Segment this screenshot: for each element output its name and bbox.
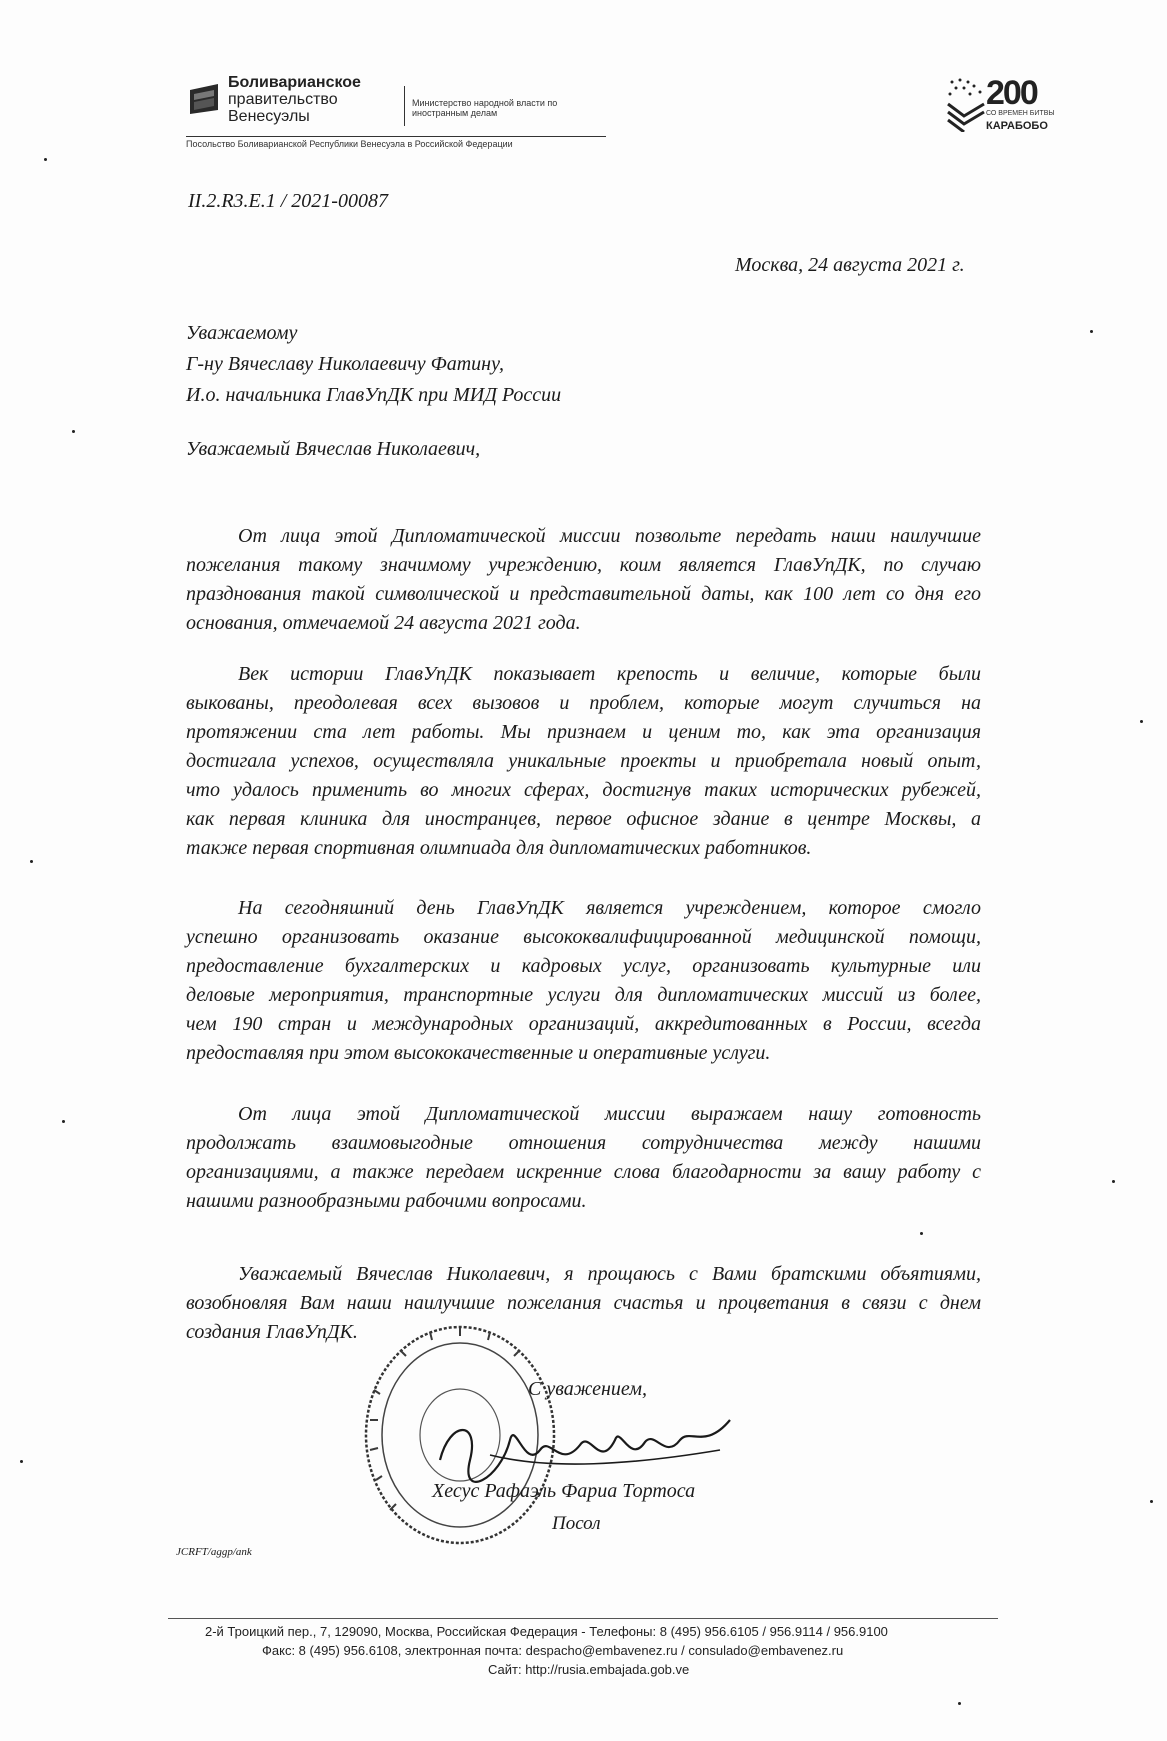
footer-website: Сайт: http://rusia.embajada.gob.ve [488,1662,690,1677]
paragraph-line: Век истории ГлавУпДК показывает крепость и величие, которые были [238,663,981,685]
carabobo-logo-icon [944,76,988,132]
paragraph-line: празднования такой символической и представительной даты, как 100 лет со дня его [186,583,981,605]
letter-date: Москва, 24 августа 2021 г. [735,254,965,276]
paragraph-1 [186,522,981,638]
paragraph-2 [186,660,981,863]
government-name-line3: Венесуэлы [228,108,310,125]
paragraph-line: протяжении ста лет работы. Мы признаем и ценим то, как эта организация [186,721,981,743]
paragraph-line: От лица этой Дипломатической миссии выражаем нашу готовность [238,1103,981,1125]
addressee-line: Уважаемому [186,322,298,344]
scan-speck [1090,330,1093,333]
paragraph-line: Уважаемый Вячеслав Николаевич, я прощаюсь с Вами братскими объятиями, [238,1263,981,1285]
paragraph-line: успешно организовать оказание высококвалифицированной медицинской помощи, [186,926,981,948]
letterhead-rule [186,136,606,137]
scan-speck [20,1460,23,1463]
scan-speck [958,1702,961,1705]
paragraph-line: также первая спортивная олимпиада для дипломатических работников. [186,837,812,859]
logo-subtitle: СО ВРЕМЕН БИТВЫ [986,110,1055,117]
paragraph-line: продолжать взаимовыгодные отношения сотрудничества между нашими [186,1132,981,1154]
signer-name: Хесус Рафаэль Фариа Тортоса [432,1480,696,1502]
government-name-line2: правительство [228,91,338,108]
paragraph-line: предоставление бухгалтерских и кадровых услуг, организовать культурные или [186,955,981,977]
handwritten-signature [430,1410,740,1490]
scan-speck [920,1232,923,1235]
addressee-line: Г-ну Вячеславу Николаевичу Фатину, [186,353,504,375]
letterhead-divider [404,86,405,126]
addressee-line: И.о. начальника ГлавУпДК при МИД России [186,384,562,406]
scan-speck [62,1120,65,1123]
addressee-block [186,318,561,411]
embassy-name: Посольство Боливарианской Республики Венесуэла в Российской Федерации [186,139,513,149]
paragraph-line: основания, отмечаемой 24 августа 2021 года. [186,612,581,634]
ministry-name: Министерство народной власти по иностранным делам [412,98,558,118]
coat-of-arms-icon [186,80,222,116]
logo-name: КАРАБОБО [986,120,1048,132]
paragraph-line: возобновляя Вам наши наилучшие пожелания счастья и процветания в связи с днем [186,1292,981,1314]
paragraph-line: достигала успехов, осуществляла уникальные проекты и приобретала новый опыт, [186,750,981,772]
paragraph-line: пожелания такому значимому учреждению, коим является ГлавУпДК, по случаю [186,554,981,576]
paragraph-line: что удалось применить во многих сферах, достигнув таких исторических рубежей, [186,779,981,801]
bicentennial-logo [944,76,1094,136]
paragraph-line: создания ГлавУпДК. [186,1321,358,1343]
government-name-line1: Боливарианское [228,74,361,91]
government-name [228,74,361,125]
paragraph-line: как первая клиника для иностранцев, первое офисное здание в центре Москвы, а [186,808,981,830]
salutation: Уважаемый Вячеслав Николаевич, [186,438,481,460]
signer-position: Посол [552,1513,601,1534]
paragraph-line: нашими разнообразными рабочими вопросами. [186,1190,587,1212]
scan-speck [1150,1500,1153,1503]
paragraph-line: организациями, а также передаем искренние слова благодарности за вашу работу с [186,1161,981,1183]
typist-initials: JCRFT/aggp/ank [176,1546,252,1558]
paragraph-line: чем 190 стран и международных организаций, аккредитованных в России, всегда [186,1013,981,1035]
paragraph-3 [186,894,981,1068]
paragraph-line: На сегодняшний день ГлавУпДК является учреждением, которое смогло [238,897,981,919]
paragraph-line: предоставляя при этом высококачественные и оперативные услуги. [186,1042,771,1064]
paragraph-line: деловые мероприятия, транспортные услуги для дипломатических миссий из более, [186,984,981,1006]
footer-address: 2-й Троицкий пер., 7, 129090, Москва, Российская Федерация - Телефоны: 8 (495) 956.6105 / 956.9114 / 956.9100 [205,1624,888,1639]
scan-speck [1140,720,1143,723]
scan-speck [44,158,47,161]
scan-speck [30,860,33,863]
scan-speck [1112,1180,1115,1183]
reference-number: II.2.R3.E.1 / 2021-00087 [188,190,388,212]
paragraph-4 [186,1100,981,1216]
paragraph-5 [186,1260,981,1347]
footer-contacts: Факс: 8 (495) 956.6108, электронная почта: despacho@embavenez.ru / consulado@embavenez.ru [262,1643,844,1658]
logo-number: 200 [986,74,1037,112]
footer-rule [168,1618,998,1619]
paragraph-line: выкованы, преодолевая всех вызовов и проблем, которые могут случиться на [186,692,981,714]
closing: С уважением, [528,1378,648,1400]
scan-speck [72,430,75,433]
paragraph-line: От лица этой Дипломатической миссии позвольте передать наши наилучшие [238,525,981,547]
